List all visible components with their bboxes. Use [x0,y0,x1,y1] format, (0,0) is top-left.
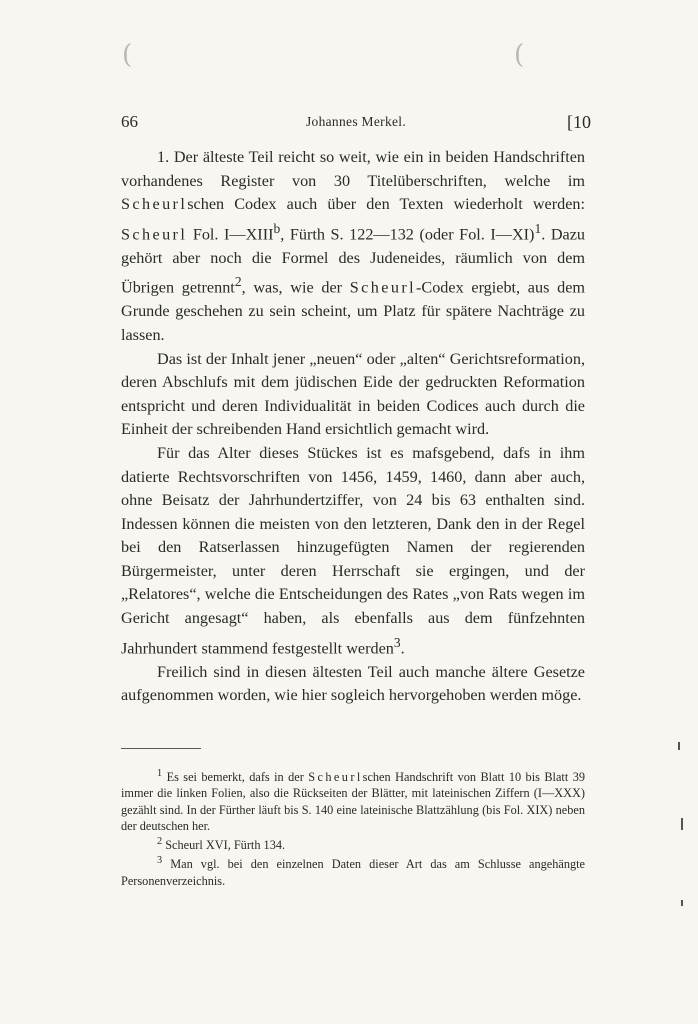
emphasis-name: Scheurl [121,225,188,244]
page-number: 66 [121,112,138,131]
footnote-3: $^3$ Man vgl. bei den einzelnen Daten dieser Art das am Schlusse angehängte Personenverzeichnis. [121,855,585,888]
page-header [121,112,591,138]
emphasis-name: Scheurl [308,770,363,785]
left-margin-parenthesis: ( [122,40,133,70]
scan-edge-mark [678,742,680,750]
paragraph-4: Freilich sind in diesen ältesten Teil auch manche ältere Gesetze aufgenommen worden, wie hier sogleich hervorgehoben werden möge. [121,662,585,705]
main-text [121,146,585,708]
footnotes [121,766,585,889]
footnote-1: $^1$ Es sei bemerkt, dafs in der Scheurlschen Handschrift von Blatt 10 bis Blatt 39 immer die linken Folien, also die Rückseiten der Blätter, mit lateinischen Ziffern (I—XXX) gezählt sind. In der Fürther läuft bis S. 140 eine lateinische Blattzählung (bis Fol. XIX) neben der deutschen her. [121,768,585,833]
footnote-ref-1: 1 [534,220,542,236]
running-head: Johannes Merkel. [305,114,407,129]
paragraph-1: 1. Der älteste Teil reicht so weit, wie ein in beiden Handschriften vorhandenes Register von 30 Titelüberschriften, welche im Scheurlschen Codex auch über den Texten wiederholt werden: Scheurl Fol. I—XIII$^b$, Fürth S. 122—132 (oder Fol. I—XI)$^1$. Dazu gehört aber noch die Formel des Judeneides, räumlich von dem Übrigen getrennt$^2$, was, wie der Scheurl-Codex ergiebt, aus dem Grunde geschehen zu sein scheint, um Platz für spätere Nachträge zu lassen. [121,148,585,344]
scan-edge-mark [681,900,683,906]
scan-edge-mark [681,818,683,830]
emphasis-name: Scheurl [121,195,188,214]
right-margin-parenthesis: ( [514,40,525,70]
footnote-divider [121,748,201,749]
footnote-ref-2: 2 [234,274,242,290]
footnote-ref-3: 3 [393,634,401,650]
superscript: b [273,220,281,236]
paragraph-3: Für das Alter dieses Stückes ist es mafsgebend, dafs in ihm datierte Rechtsvorschriften von 1456, 1459, 1460, dann aber auch, ohne Beisatz der Jahrhundertziffer, von 24 bis 63 enthalten sind. Indessen können die meisten von den letzteren, Dank den in der Regel bei den Ratserlassen hinzugefügten Namen der regierenden Bürgermeister, unter deren Herrschaft sie ergingen, und der „Relatores“, welche die Entscheidungen des Rates „von Rats wegen im Gericht angesagt“ haben, als ebenfalls aus dem fünfzehnten Jahrhundert stammend festgestellt werden$^3$. [121,443,585,658]
section-marker: [10 [567,112,591,132]
paragraph-2: Das ist der Inhalt jener „neuen“ oder „alten“ Gerichtsreformation, deren Abschlufs mit dem jüdischen Eide der gedruckten Reformation entspricht und deren Individualität in beiden Codices auch durch die Einheit der schreibenden Hand ersichtlich gemacht wird. [121,349,585,439]
emphasis-name: Scheurl [349,278,417,297]
footnote-2: $^2$ Scheurl XVI, Fürth 134. [157,835,286,852]
